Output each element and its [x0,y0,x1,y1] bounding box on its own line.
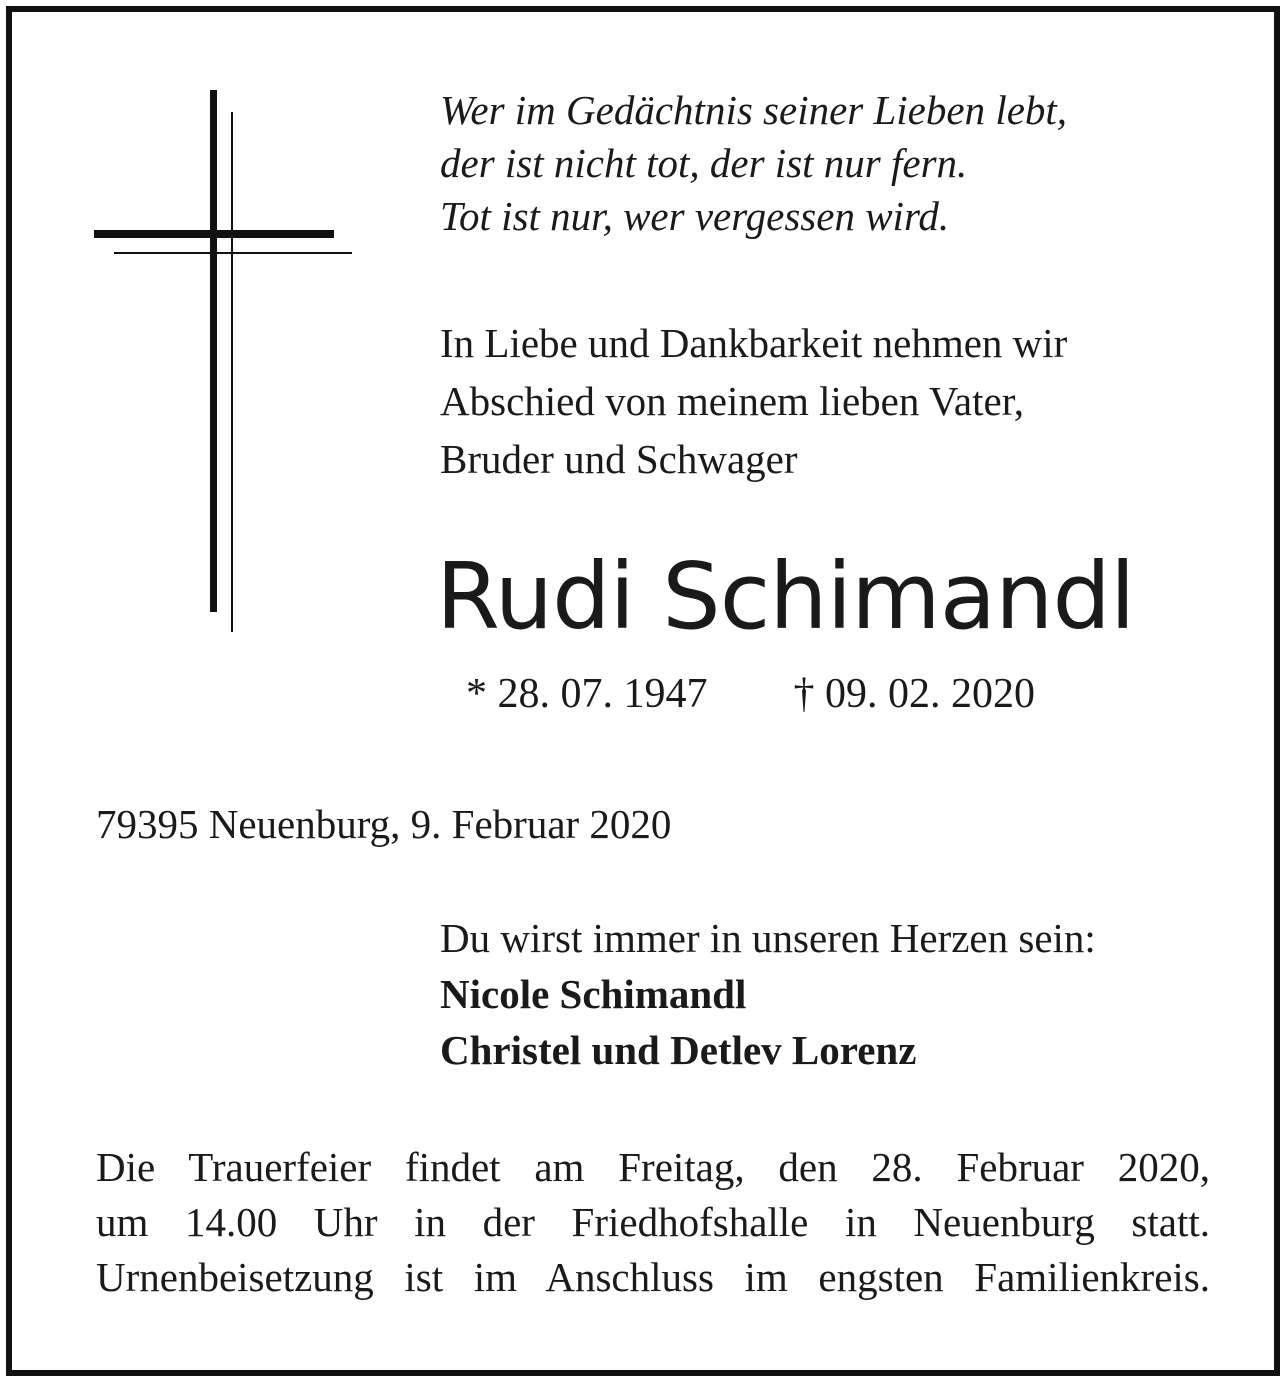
verse-line: Wer im Gedächtnis seiner Lieben lebt, [440,87,1068,133]
intro-line: Abschied von meinem lieben Vater, [440,378,1024,424]
obituary-notice [6,6,1280,1376]
verse-line: der ist nicht tot, der ist nur fern. [440,140,968,186]
mourners-block [440,910,1096,1078]
memorial-verse [440,84,1067,243]
funeral-service-info [96,1140,1210,1305]
service-line: um 14.00 Uhr in der Friedhofshalle in Neuenburg statt. [96,1199,1210,1245]
death-date: † 09. 02. 2020 [793,671,1035,717]
service-line: Urnenbeisetzung ist im Anschluss im engsten Familienkreis. [96,1254,1210,1300]
intro-line: In Liebe und Dankbarkeit nehmen wir [440,320,1068,366]
verse-line: Tot ist nur, wer vergessen wird. [440,193,950,239]
life-dates [466,668,1035,720]
cross-vertical-thin-bar [231,112,233,632]
mourner-name: Nicole Schimandl [440,971,747,1017]
birth-date: * 28. 07. 1947 [466,671,708,717]
cross-vertical-thick-bar [210,90,217,612]
mourner-name: Christel und Detlev Lorenz [440,1027,917,1073]
deceased-name: Rudi Schimandl [436,543,1135,650]
service-line: Die Trauerfeier findet am Freitag, den 28. Februar 2020, [96,1144,1210,1190]
mourners-intro: Du wirst immer in unseren Herzen sein: [440,915,1096,961]
cross-horizontal-thick-bar [94,230,334,238]
cross-horizontal-thin-bar [114,252,352,254]
place-and-date: 79395 Neuenburg, 9. Februar 2020 [96,801,672,847]
intro-line: Bruder und Schwager [440,436,798,482]
farewell-intro [440,314,1067,488]
